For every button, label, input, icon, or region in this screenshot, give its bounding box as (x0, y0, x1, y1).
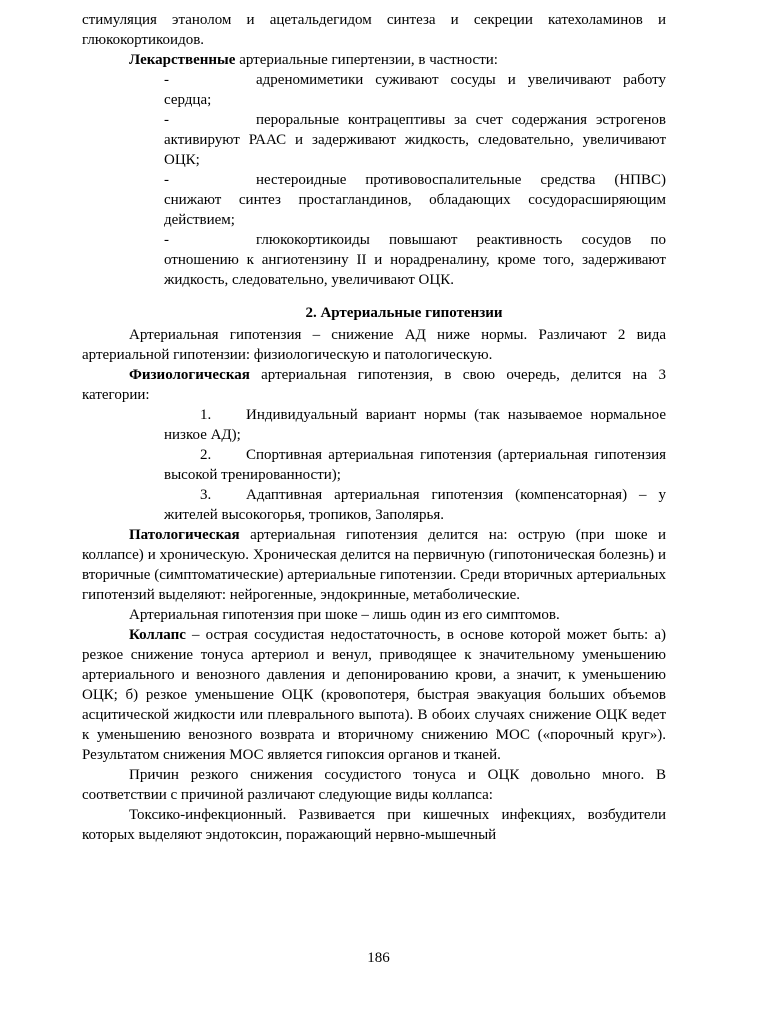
paragraph (82, 10, 666, 50)
section-heading: 2. Артериальные гипотензии (305, 305, 503, 321)
paragraph (82, 765, 666, 805)
paragraph (82, 605, 666, 625)
paragraph-text: Индивидуальный вариант нормы (так называемое нормальное низкое АД); (164, 407, 666, 443)
paragraph (82, 365, 666, 405)
page-body (82, 10, 666, 845)
list-marker: - (164, 172, 169, 188)
paragraph-text: стимуляция этанолом и ацетальдегидом синтеза и секреции катехоламинов и глюкокортикоидов. (82, 12, 666, 48)
paragraph (82, 50, 666, 70)
bold-term: Лекарственные (129, 52, 236, 68)
list-marker: - (164, 72, 169, 88)
paragraph (82, 525, 666, 605)
paragraph-text: Причин резкого снижения сосудистого тонуса и ОЦК довольно много. В соответствии с причиной различают следующие виды коллапса: (82, 767, 666, 803)
bullet-item (82, 110, 666, 170)
page-number: 186 (367, 950, 390, 966)
paragraph-text: – острая сосудистая недостаточность, в основе которой может быть: а) резкое снижение тонуса артериол и венул, приводящее к значительному уменьшению артериального и венозного давления и депонированию крови, а значит, к уменьшению ОЦК; б) резкое уменьшение ОЦК (кровопотеря, быстрая эвакуация больших объемов асцитической жидкости или плеврального выпота). В обоих случаях снижение ОЦК ведет к уменьшению венозного возврата и вторичному снижению МОС («порочный круг»). Результатом снижения МОС является гипоксия органов и тканей. (82, 627, 666, 763)
bullet-item (82, 230, 666, 290)
paragraph-text: артериальная гипотензия, в свою очередь, делится на 3 категории: (82, 367, 666, 403)
list-marker: 1. (200, 407, 212, 423)
paragraph (82, 805, 666, 845)
list-marker: 3. (200, 487, 212, 503)
paragraph-text: артериальная гипотензия делится на: острую (при шоке и коллапсе) и хроническую. Хроническая делится на первичную (гипотоническая болезнь) и вторичные (симптоматические) артериальные гипотензии. Среди вторичных артериальных гипотензий выделяют: нейрогенные, эндокринные, метаболические. (82, 527, 666, 603)
paragraph (82, 625, 666, 765)
bullet-item (82, 170, 666, 230)
numbered-item (82, 445, 666, 485)
paragraph-text: нестероидные противовоспалительные средства (НПВС) снижают синтез простагландинов, обладающих сосудорасширяющим действием; (164, 172, 666, 228)
paragraph-text: артериальные гипертензии, в частности: (235, 52, 498, 68)
numbered-item (82, 485, 666, 525)
list-marker: - (164, 232, 169, 248)
numbered-item (82, 405, 666, 445)
list-marker: 2. (200, 447, 212, 463)
bold-term: Патологическая (129, 527, 240, 543)
paragraph (82, 325, 666, 365)
paragraph-text: адреномиметики суживают сосуды и увеличивают работу сердца; (164, 72, 666, 108)
paragraph-text: Артериальная гипотензия при шоке – лишь один из его симптомов. (129, 607, 560, 623)
paragraph-text: пероральные контрацептивы за счет содержания эстрогенов активируют РААС и задерживают жидкость, следовательно, увеличивают ОЦК; (164, 112, 666, 168)
bold-term: Физиологическая (129, 367, 250, 383)
italic-term: Токсико-инфекционный. (129, 807, 287, 823)
paragraph-text: Развивается при кишечных инфекциях, возбудители которых выделяют эндотоксин, поражающий нервно-мышечный (82, 807, 666, 843)
paragraph-text: глюкокортикоиды повышают реактивность сосудов по отношению к ангиотензину II и норадреналину, кроме того, задерживают жидкость, следовательно, увеличивают ОЦК. (164, 232, 666, 288)
paragraph-text: Артериальная гипотензия – снижение АД ниже нормы. Различают 2 вида артериальной гипотензии: физиологическую и патологическую. (82, 327, 666, 363)
paragraph-text: Спортивная артериальная гипотензия (артериальная гипотензия высокой тренированности); (164, 447, 666, 483)
paragraph-text: Адаптивная артериальная гипотензия (компенсаторная) – у жителей высокогорья, тропиков, Заполярья. (164, 487, 666, 523)
bullet-item (82, 70, 666, 110)
bold-term: Коллапс (129, 627, 186, 643)
list-marker: - (164, 112, 169, 128)
